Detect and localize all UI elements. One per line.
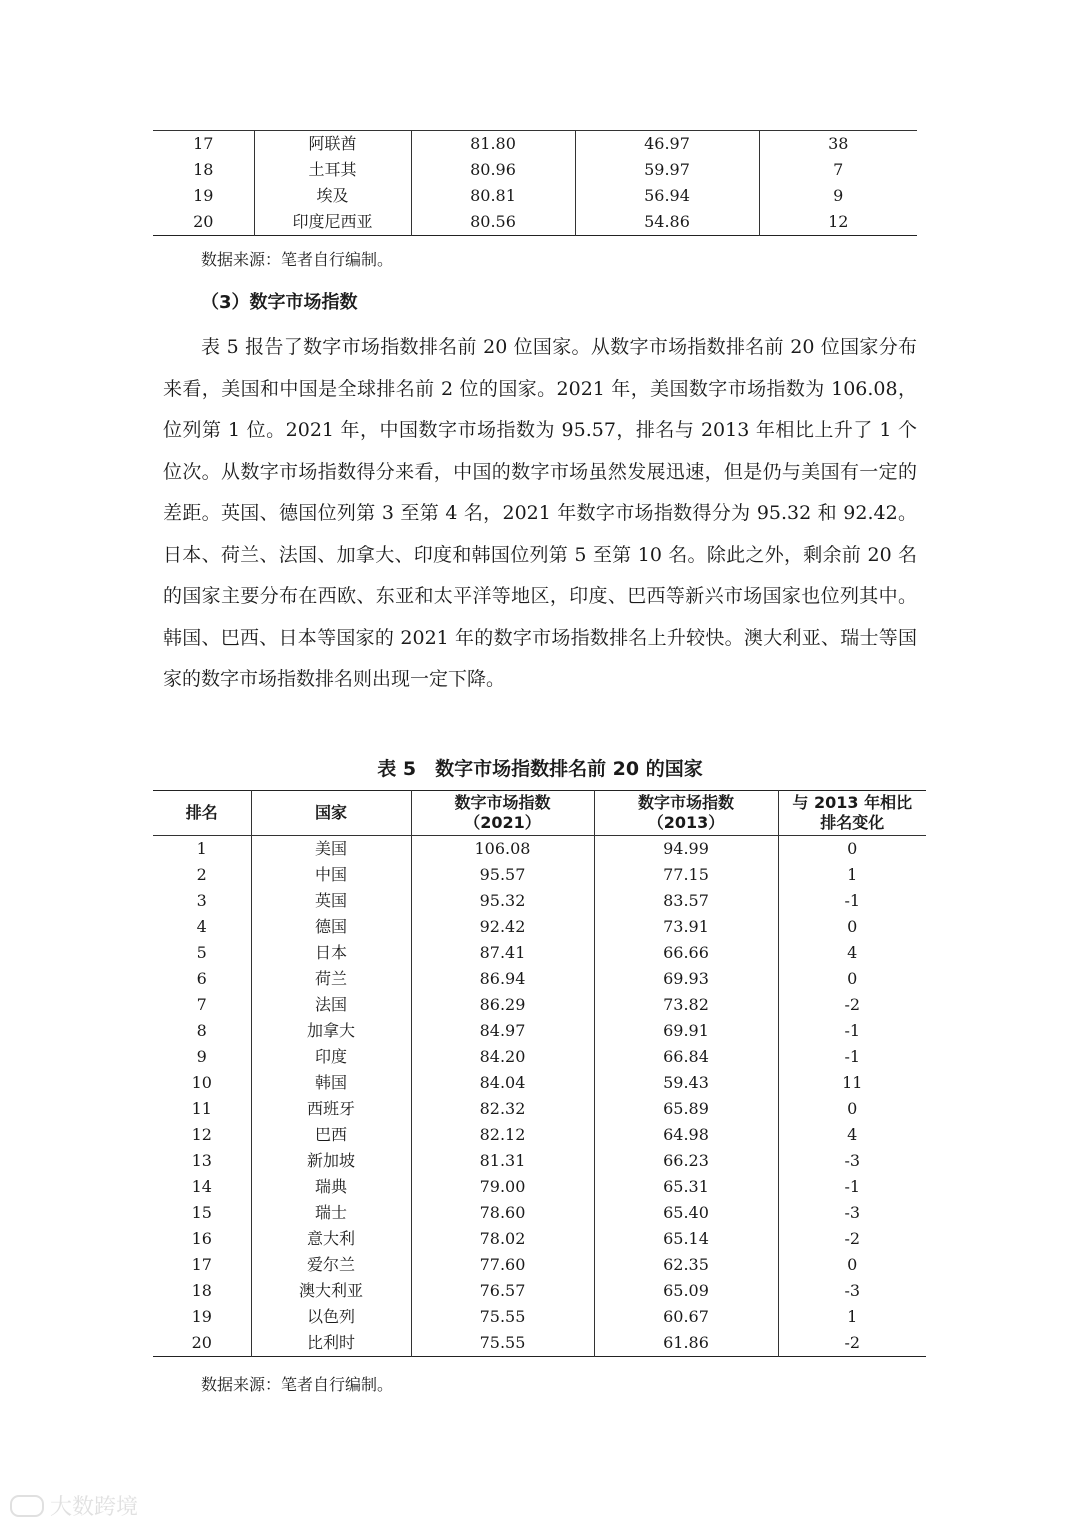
- value-cell: 80.81: [411, 183, 575, 209]
- table-row: [153, 1174, 926, 1200]
- rank-change-cell: 0: [778, 836, 926, 863]
- country-cell: 韩国: [251, 1070, 411, 1096]
- country-cell: 意大利: [251, 1226, 411, 1252]
- rank-change-cell: -2: [778, 1226, 926, 1252]
- table5-title: 表 5 数字市场指数排名前 20 的国家: [377, 758, 703, 780]
- rank-change-cell: -1: [778, 1018, 926, 1044]
- index-2013-cell: 65.09: [594, 1278, 778, 1304]
- index-2013-cell: 64.98: [594, 1122, 778, 1148]
- rank-cell: 9: [196, 1047, 207, 1066]
- rank-cell: 15: [191, 1203, 212, 1222]
- table5-body: [153, 836, 926, 1357]
- rank-cell: 5: [196, 943, 207, 962]
- table-row: [153, 888, 926, 914]
- country-cell: 阿联酋: [254, 131, 411, 158]
- table-row: [153, 209, 917, 236]
- rank-change-cell: -2: [778, 1330, 926, 1357]
- change-cell: 7: [759, 157, 917, 183]
- index-2021-cell: 95.57: [411, 862, 594, 888]
- table4-body: [153, 131, 917, 236]
- rank-change-cell: 1: [778, 1304, 926, 1330]
- rank-cell: 2: [196, 865, 207, 884]
- header-index-2013: 数字市场指数 （2013）: [594, 791, 778, 836]
- rank-cell: 20: [193, 212, 214, 231]
- table-row: [153, 131, 917, 158]
- table-row: [153, 992, 926, 1018]
- country-cell: 埃及: [254, 183, 411, 209]
- table-row: [153, 1044, 926, 1070]
- table5: [153, 790, 926, 1357]
- index-2013-cell: 61.86: [594, 1330, 778, 1357]
- change-cell: 9: [759, 183, 917, 209]
- index-2021-cell: 84.97: [411, 1018, 594, 1044]
- country-cell: 土耳其: [254, 157, 411, 183]
- country-cell: 以色列: [251, 1304, 411, 1330]
- rank-cell: 17: [191, 1255, 212, 1274]
- watermark-text: 大数跨境: [50, 1495, 139, 1520]
- index-2013-cell: 65.89: [594, 1096, 778, 1122]
- country-cell: 比利时: [251, 1330, 411, 1357]
- index-2013-cell: 94.99: [594, 836, 778, 863]
- country-cell: 英国: [251, 888, 411, 914]
- rank-change-cell: -1: [778, 1174, 926, 1200]
- rank-cell: 3: [196, 891, 207, 910]
- rank-cell: 12: [191, 1125, 212, 1144]
- rank-change-cell: 1: [778, 862, 926, 888]
- body-paragraph: 表 5 报告了数字市场指数排名前 20 位国家。从数字市场指数排名前 20 位国家分布来看，美国和中国是全球排名前 2 位的国家。2021 年，美国数字市场指数为 106.08，位列第 1 位。2021 年，中国数字市场指数为 95.57，排名与 2013 年相比上升了 1 个位次。从数字市场指数得分来看，中国的数字市场虽然发展迅速，但是仍与美国有一定的差距。英国、德国位列第 3 至第 4 名，2021 年数字市场指数得分为 95.32 和 92.42。日本、荷兰、法国、加拿大、印度和韩国位列第 5 至第 10 名。除此之外，剩余前 20 名的国家主要分布在西欧、东亚和太平洋等地区，印度、巴西等新兴市场国家也位列其中。韩国、巴西、日本等国家的 2021 年的数字市场指数排名上升较快。澳大利亚、瑞士等国家的数字市场指数排名则出现一定下降。: [163, 336, 917, 690]
- table-row: [153, 966, 926, 992]
- table-row: [153, 1148, 926, 1174]
- rank-cell: 10: [191, 1073, 212, 1092]
- index-2013-cell: 60.67: [594, 1304, 778, 1330]
- rank-change-cell: 4: [778, 1122, 926, 1148]
- index-2021-cell: 87.41: [411, 940, 594, 966]
- index-2013-cell: 69.93: [594, 966, 778, 992]
- rank-cell: 19: [191, 1307, 212, 1326]
- value-cell: 80.56: [411, 209, 575, 236]
- table-row: [153, 1330, 926, 1357]
- rank-change-cell: -3: [778, 1200, 926, 1226]
- rank-change-cell: -2: [778, 992, 926, 1018]
- country-cell: 澳大利亚: [251, 1278, 411, 1304]
- rank-cell: 13: [191, 1151, 212, 1170]
- index-2013-cell: 65.40: [594, 1200, 778, 1226]
- rank-cell: 4: [196, 917, 207, 936]
- country-cell: 德国: [251, 914, 411, 940]
- table-row: [153, 914, 926, 940]
- index-2021-cell: 81.31: [411, 1148, 594, 1174]
- country-cell: 印度: [251, 1044, 411, 1070]
- table4-continued: [153, 130, 917, 236]
- value-cell: 59.97: [575, 157, 759, 183]
- index-2021-cell: 82.32: [411, 1096, 594, 1122]
- rank-cell: 16: [191, 1229, 212, 1248]
- section-heading: （3）数字市场指数: [201, 292, 358, 313]
- table-row: [153, 1018, 926, 1044]
- rank-change-cell: -1: [778, 1044, 926, 1070]
- index-2021-cell: 78.60: [411, 1200, 594, 1226]
- table-row: [153, 1226, 926, 1252]
- country-cell: 美国: [251, 836, 411, 863]
- index-2021-cell: 86.94: [411, 966, 594, 992]
- index-2013-cell: 65.31: [594, 1174, 778, 1200]
- table-row: [153, 157, 917, 183]
- rank-cell: 14: [191, 1177, 212, 1196]
- header-rank-change: 与 2013 年相比 排名变化: [778, 791, 926, 836]
- rank-change-cell: -3: [778, 1148, 926, 1174]
- rank-cell: 18: [193, 160, 214, 179]
- header-country: 国家: [251, 791, 411, 836]
- table-row: [153, 1304, 926, 1330]
- rank-change-cell: 0: [778, 966, 926, 992]
- index-2021-cell: 95.32: [411, 888, 594, 914]
- country-cell: 中国: [251, 862, 411, 888]
- country-cell: 新加坡: [251, 1148, 411, 1174]
- index-2021-cell: 75.55: [411, 1304, 594, 1330]
- rank-change-cell: 11: [778, 1070, 926, 1096]
- index-2021-cell: 106.08: [411, 836, 594, 863]
- rank-cell: 7: [196, 995, 207, 1014]
- index-2013-cell: 66.84: [594, 1044, 778, 1070]
- index-2013-cell: 59.43: [594, 1070, 778, 1096]
- table-row: [153, 1252, 926, 1278]
- country-cell: 爱尔兰: [251, 1252, 411, 1278]
- index-2013-cell: 69.91: [594, 1018, 778, 1044]
- index-2021-cell: 84.20: [411, 1044, 594, 1070]
- index-2021-cell: 79.00: [411, 1174, 594, 1200]
- country-cell: 加拿大: [251, 1018, 411, 1044]
- index-2021-cell: 84.04: [411, 1070, 594, 1096]
- change-cell: 38: [759, 131, 917, 158]
- index-2013-cell: 66.66: [594, 940, 778, 966]
- value-cell: 54.86: [575, 209, 759, 236]
- rank-change-cell: -1: [778, 888, 926, 914]
- table-row: [153, 1070, 926, 1096]
- country-cell: 日本: [251, 940, 411, 966]
- country-cell: 荷兰: [251, 966, 411, 992]
- value-cell: 46.97: [575, 131, 759, 158]
- index-2021-cell: 86.29: [411, 992, 594, 1018]
- index-2021-cell: 92.42: [411, 914, 594, 940]
- index-2013-cell: 77.15: [594, 862, 778, 888]
- index-2013-cell: 62.35: [594, 1252, 778, 1278]
- table-row: [153, 1096, 926, 1122]
- value-cell: 56.94: [575, 183, 759, 209]
- rank-change-cell: 0: [778, 914, 926, 940]
- index-2021-cell: 76.57: [411, 1278, 594, 1304]
- table-row: [153, 1200, 926, 1226]
- country-cell: 西班牙: [251, 1096, 411, 1122]
- table-row: [153, 183, 917, 209]
- index-2013-cell: 73.82: [594, 992, 778, 1018]
- index-2013-cell: 83.57: [594, 888, 778, 914]
- change-cell: 12: [759, 209, 917, 236]
- rank-cell: 20: [191, 1333, 212, 1352]
- table-row: [153, 836, 926, 863]
- rank-change-cell: 4: [778, 940, 926, 966]
- watermark: [10, 1490, 138, 1521]
- country-cell: 瑞典: [251, 1174, 411, 1200]
- table-row: [153, 1122, 926, 1148]
- table4-source-note: 数据来源：笔者自行编制。: [201, 250, 394, 269]
- country-cell: 瑞士: [251, 1200, 411, 1226]
- rank-cell: 17: [193, 134, 214, 153]
- table5-source-note: 数据来源：笔者自行编制。: [201, 1375, 394, 1394]
- index-2013-cell: 65.14: [594, 1226, 778, 1252]
- table-row: [153, 940, 926, 966]
- value-cell: 80.96: [411, 157, 575, 183]
- index-2013-cell: 73.91: [594, 914, 778, 940]
- watermark-logo-icon: [10, 1495, 44, 1517]
- rank-cell: 1: [196, 839, 207, 858]
- country-cell: 巴西: [251, 1122, 411, 1148]
- index-2021-cell: 82.12: [411, 1122, 594, 1148]
- value-cell: 81.80: [411, 131, 575, 158]
- header-index-2021: 数字市场指数 （2021）: [411, 791, 594, 836]
- rank-cell: 18: [191, 1281, 212, 1300]
- table5-header: [153, 791, 926, 836]
- header-rank: 排名: [185, 803, 218, 822]
- rank-change-cell: -3: [778, 1278, 926, 1304]
- index-2021-cell: 77.60: [411, 1252, 594, 1278]
- header-row: [153, 791, 926, 836]
- rank-change-cell: 0: [778, 1252, 926, 1278]
- table-row: [153, 862, 926, 888]
- rank-change-cell: 0: [778, 1096, 926, 1122]
- country-cell: 法国: [251, 992, 411, 1018]
- rank-cell: 6: [196, 969, 207, 988]
- index-2021-cell: 75.55: [411, 1330, 594, 1357]
- index-2021-cell: 78.02: [411, 1226, 594, 1252]
- index-2013-cell: 66.23: [594, 1148, 778, 1174]
- rank-cell: 11: [191, 1099, 212, 1118]
- table-row: [153, 1278, 926, 1304]
- rank-cell: 19: [193, 186, 214, 205]
- rank-cell: 8: [196, 1021, 207, 1040]
- country-cell: 印度尼西亚: [254, 209, 411, 236]
